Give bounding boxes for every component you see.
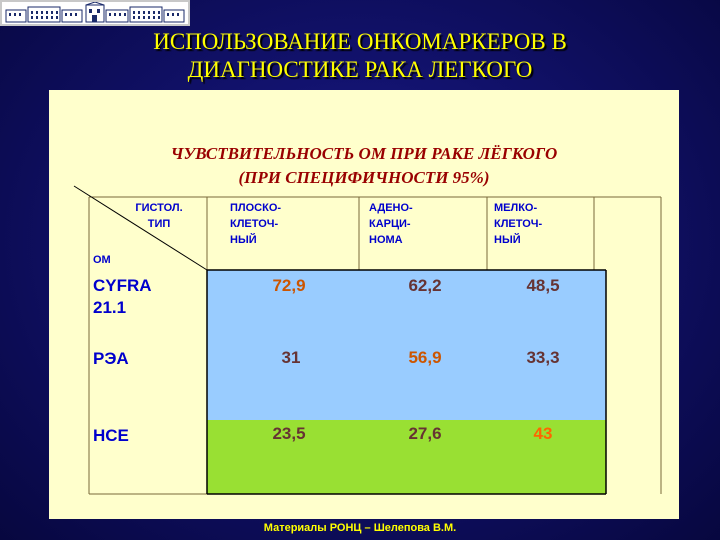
footer-credit: Материалы РОНЦ – Шелепова В.М. — [263, 522, 457, 534]
value-nse-adeno: 27,6 — [408, 424, 442, 443]
value-cyfra-adeno: 62,2 — [408, 276, 442, 295]
value-nse-squamous: 23,5 — [272, 424, 306, 443]
corner-header-bottom: ОМ — [93, 254, 111, 266]
value-nse-small-cell: 43 — [533, 424, 553, 443]
column-header-small-cell-line-3: НЫЙ — [494, 234, 521, 246]
column-header-small-cell-line-2: КЛЕТОЧ- — [494, 218, 543, 230]
column-header-squamous-line-1: ПЛОСКО- — [230, 202, 282, 214]
column-header-small-cell — [494, 200, 594, 248]
corner-header-line-1: ГИСТОЛ. — [135, 202, 183, 214]
building-logo-icon — [0, 0, 190, 26]
slide-title-line-1: ИСПОЛЬЗОВАНИЕ ОНКОМАРКЕРОВ В — [153, 29, 567, 54]
table-panel — [49, 90, 679, 519]
panel-title-line-2: (ПРИ СПЕЦИФИЧНОСТИ 95%) — [238, 168, 490, 187]
column-header-squamous-line-3: НЫЙ — [230, 234, 257, 246]
row-label-cyfra-line-2: 21.1 — [93, 298, 127, 317]
column-header-squamous — [230, 200, 350, 248]
column-header-adeno-line-3: НОМА — [369, 234, 403, 246]
row-label-cyfra-line-1: CYFRA — [93, 276, 152, 295]
row-label-cyfra — [93, 275, 203, 319]
column-header-adenocarcinoma — [369, 200, 479, 248]
slide-title — [60, 28, 660, 84]
column-header-small-cell-line-1: МЕЛКО- — [494, 202, 538, 214]
column-header-squamous-line-2: КЛЕТОЧ- — [230, 218, 279, 230]
panel-title-line-1: ЧУВСТВИТЕЛЬНОСТЬ ОМ ПРИ РАКЕ ЛЁГКОГО — [170, 144, 558, 163]
row-label-rea: РЭА — [93, 349, 129, 368]
value-rea-adeno: 56,9 — [408, 348, 442, 367]
column-header-adeno-line-2: КАРЦИ- — [369, 218, 411, 230]
value-cyfra-squamous: 72,9 — [272, 276, 306, 295]
value-rea-squamous: 31 — [281, 348, 301, 367]
column-header-adeno-line-1: АДЕНО- — [369, 202, 413, 214]
corner-header-top — [119, 200, 199, 232]
value-cyfra-small-cell: 48,5 — [526, 276, 560, 295]
slide-title-line-2: ДИАГНОСТИКЕ РАКА ЛЕГКОГО — [187, 57, 533, 82]
row-label-nse: НСЕ — [93, 426, 129, 445]
corner-header-line-2: ТИП — [147, 218, 171, 230]
value-rea-small-cell: 33,3 — [526, 348, 560, 367]
